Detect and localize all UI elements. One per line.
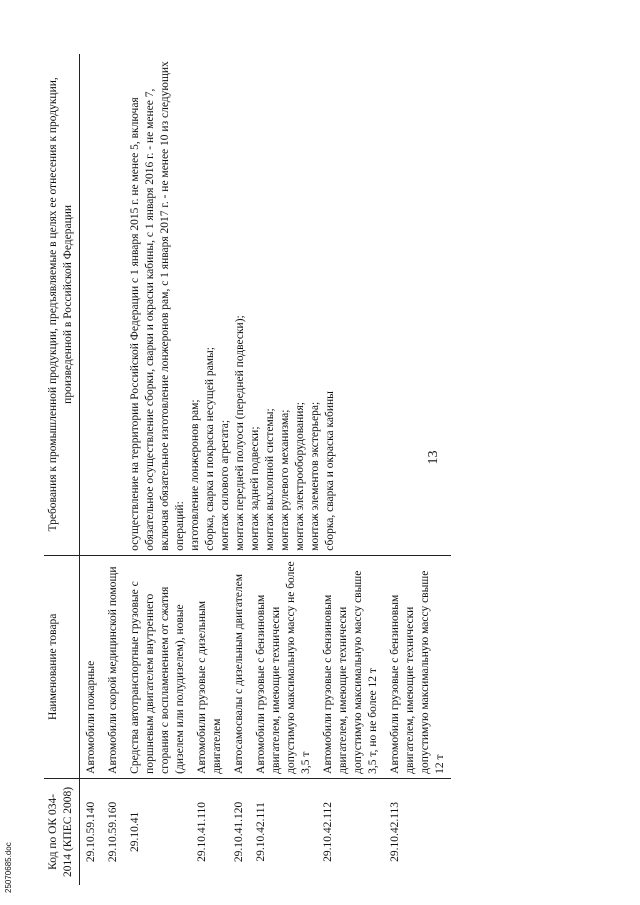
row-name: Автомобили грузовые с дизельным двигателем (191, 555, 228, 778)
table-header-row (44, 54, 80, 885)
row-code: 29.10.42.113 (389, 801, 401, 862)
requirement-item: монтаж передней полуоси (передней подвески); (234, 315, 246, 551)
row-name: Автосамосвалы с дизельным двигателем (228, 555, 250, 778)
rotated-page (20, 30, 620, 885)
row-code: 29.10.59.140 (85, 801, 97, 863)
row-name: Автомобили грузовые с бензиновым двигателем, имеющие технически допустимую максимальную массу свыше 12 т (384, 555, 451, 778)
row-requirements-empty (102, 54, 124, 555)
row-requirements-empty (80, 54, 103, 555)
page-number: 13 (426, 450, 441, 465)
file-name-label: 25070685.doc (4, 842, 13, 893)
requirement-item: монтаж электрооборудования; (294, 402, 306, 551)
requirement-item: монтаж силового агрегата; (219, 419, 231, 551)
row-code: 29.10.41 (129, 811, 141, 853)
requirement-item: монтаж элементов экстерьера; (309, 401, 321, 551)
row-code: 29.10.59.160 (107, 801, 119, 863)
requirements-cell (124, 54, 451, 555)
row-name: Автомобили грузовые с бензиновым двигателем, имеющие технически допустимую максимальную массу не более 3,5 т (250, 555, 317, 778)
table-row (124, 54, 191, 885)
requirement-item: монтаж задней подвески; (249, 426, 261, 551)
table-row (102, 54, 124, 885)
requirement-item: монтаж выхлопной системы; (264, 408, 276, 551)
row-name: Автомобили грузовые с бензиновым двигателем, имеющие технически допустимую максимальную массу свыше 3,5 т, но не более 12 т (317, 555, 384, 778)
table-row (80, 54, 103, 885)
requirement-item: монтаж рулевого механизма; (279, 409, 291, 551)
header-requirements: Требования к промышленной продукции, предъявляемые в целях ее отнесения к продукции, произведенной в Российской Федерации (44, 54, 80, 555)
header-code: Код по ОК 034-2014 (КПЕС 2008) (44, 778, 80, 885)
row-name: Автомобили пожарные (80, 555, 103, 778)
row-name: Автомобили скорой медицинской помощи (102, 555, 124, 778)
row-code: 29.10.42.112 (322, 801, 334, 862)
row-code: 29.10.41.120 (233, 801, 245, 863)
requirement-intro: осуществление на территории Российской Федерации с 1 января 2015 г. не менее 5, включая обязательное осуществление сборки, сварки и окраски кабины, с 1 января 2016 г. - не менее 7, включая обязательное изготовление лонжеронов рам, с 1 января 2017 г. - не менее 10 из следующих операций: (129, 61, 186, 551)
header-name: Наименование товара (44, 555, 80, 778)
row-code: 29.10.41.110 (196, 801, 208, 862)
row-name: Средства автотранспортные грузовые с поршневым двигателем внутреннего сгорания с воспламенением от сжатия (дизелем или полудизелем), новые (124, 555, 191, 778)
row-code: 29.10.42.111 (255, 802, 267, 862)
requirements-table (44, 54, 451, 885)
requirement-item: сборка, сварка и покраска несущей рамы; (204, 347, 216, 551)
requirement-item: изготовление лонжеронов рам; (189, 399, 201, 551)
requirement-item: сборка, сварка и окраска кабины (324, 391, 336, 551)
